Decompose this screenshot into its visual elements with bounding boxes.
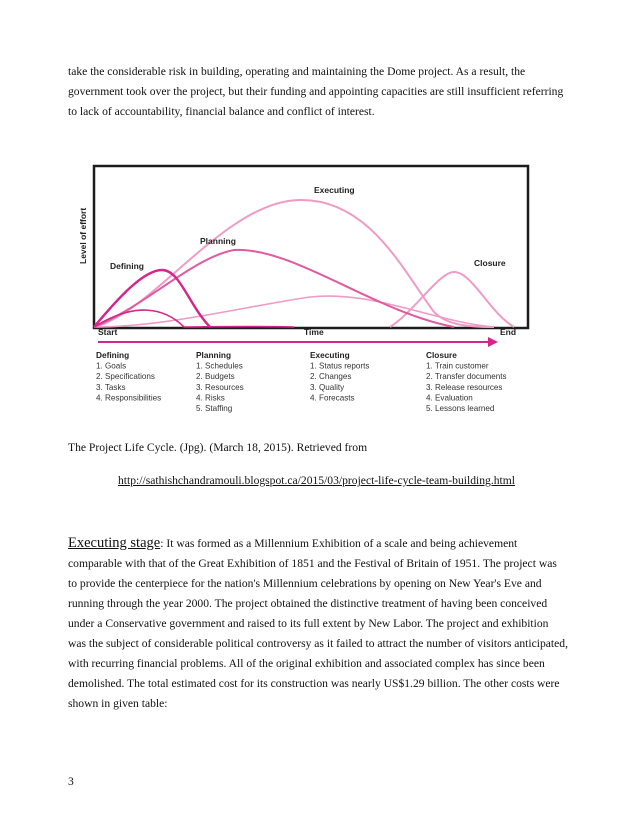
curve-label-defining: Defining (110, 261, 144, 271)
phase-list-item: 2. Transfer documents (426, 372, 507, 382)
time-axis-start: Start (98, 327, 118, 337)
curve-label-executing: Executing (314, 185, 355, 195)
phase-list-item: 3. Tasks (96, 382, 126, 392)
page-number: 3 (68, 775, 74, 788)
phase-list-item: 4. Responsibilities (96, 393, 162, 403)
time-axis-end: End (500, 327, 517, 337)
curve-label-planning: Planning (200, 236, 236, 246)
phase-lists (96, 350, 507, 413)
life-cycle-diagram (74, 162, 534, 424)
phase-list-item: 4. Evaluation (426, 393, 473, 403)
diagram-frame (94, 166, 528, 328)
phase-list-item: 4. Risks (196, 393, 225, 403)
section-body: : It was formed as a Millennium Exhibition of a scale and being achievement comparable with that of the Great Exhibition of 1851 and the Festival of Britain of 1951. The project was to provide the centerpiece for the nation's Millennium celebrations by opening on New Year's Eve and running through the year 2000. The project obtained the distinctive treatment of having been conceived under a Conservative government and raised to its full extent by New Labor. The project and exhibition was the subject of considerable political controversy as it failed to attract the number of visitors anticipated, with recurring financial problems. All of the original exhibition and associated complex has since been demolished. The total estimated cost for its construction was nearly US$1.29 billion. The other costs were shown in given table: (68, 537, 568, 710)
curve-label-closure: Closure (474, 258, 506, 268)
phase-list-item: 2. Specifications (96, 372, 155, 382)
figure-caption: The Project Life Cycle. (Jpg). (March 18, 2015). Retrieved from (68, 441, 368, 454)
phase-list-item: 4. Forecasts (310, 393, 355, 403)
phase-list-item: 3. Resources (196, 382, 244, 392)
time-axis-label: Time (304, 327, 324, 337)
phase-list-item: 1. Train customer (426, 361, 489, 371)
phase-list-item: 2. Budgets (196, 372, 235, 382)
phase-list-item: 5. Staffing (196, 404, 233, 413)
phase-list-item: 3. Release resources (426, 382, 503, 392)
phase-list-item: 5. Lessons learned (426, 404, 495, 413)
phase-list-heading: Planning (196, 350, 232, 360)
project-life-cycle-figure (74, 162, 534, 424)
phase-list-heading: Executing (310, 350, 350, 360)
phase-list-item: 1. Schedules (196, 361, 243, 371)
time-arrow-head (488, 337, 498, 347)
phase-list-item: 1. Status reports (310, 361, 370, 371)
executing-stage-paragraph (68, 533, 568, 714)
phase-list-heading: Defining (96, 350, 130, 360)
y-axis-label: Level of effort (78, 207, 88, 264)
phase-list-heading: Closure (426, 350, 457, 360)
phase-list-item: 2. Changes (310, 372, 352, 382)
section-heading: Executing stage (68, 535, 161, 551)
source-url-link[interactable]: http://sathishchandramouli.blogspot.ca/2015/03/project-life-cycle-team-building.html (118, 474, 515, 487)
phase-list-item: 1. Goals (96, 361, 127, 371)
body-paragraph-top: take the considerable risk in building, operating and maintaining the Dome project. As a result, the government took over the project, but their funding and appointing capacities are still insufficient referring to lack of accountability, financial balance and conflict of interest. (68, 65, 564, 118)
phase-list-item: 3. Quality (310, 382, 345, 392)
